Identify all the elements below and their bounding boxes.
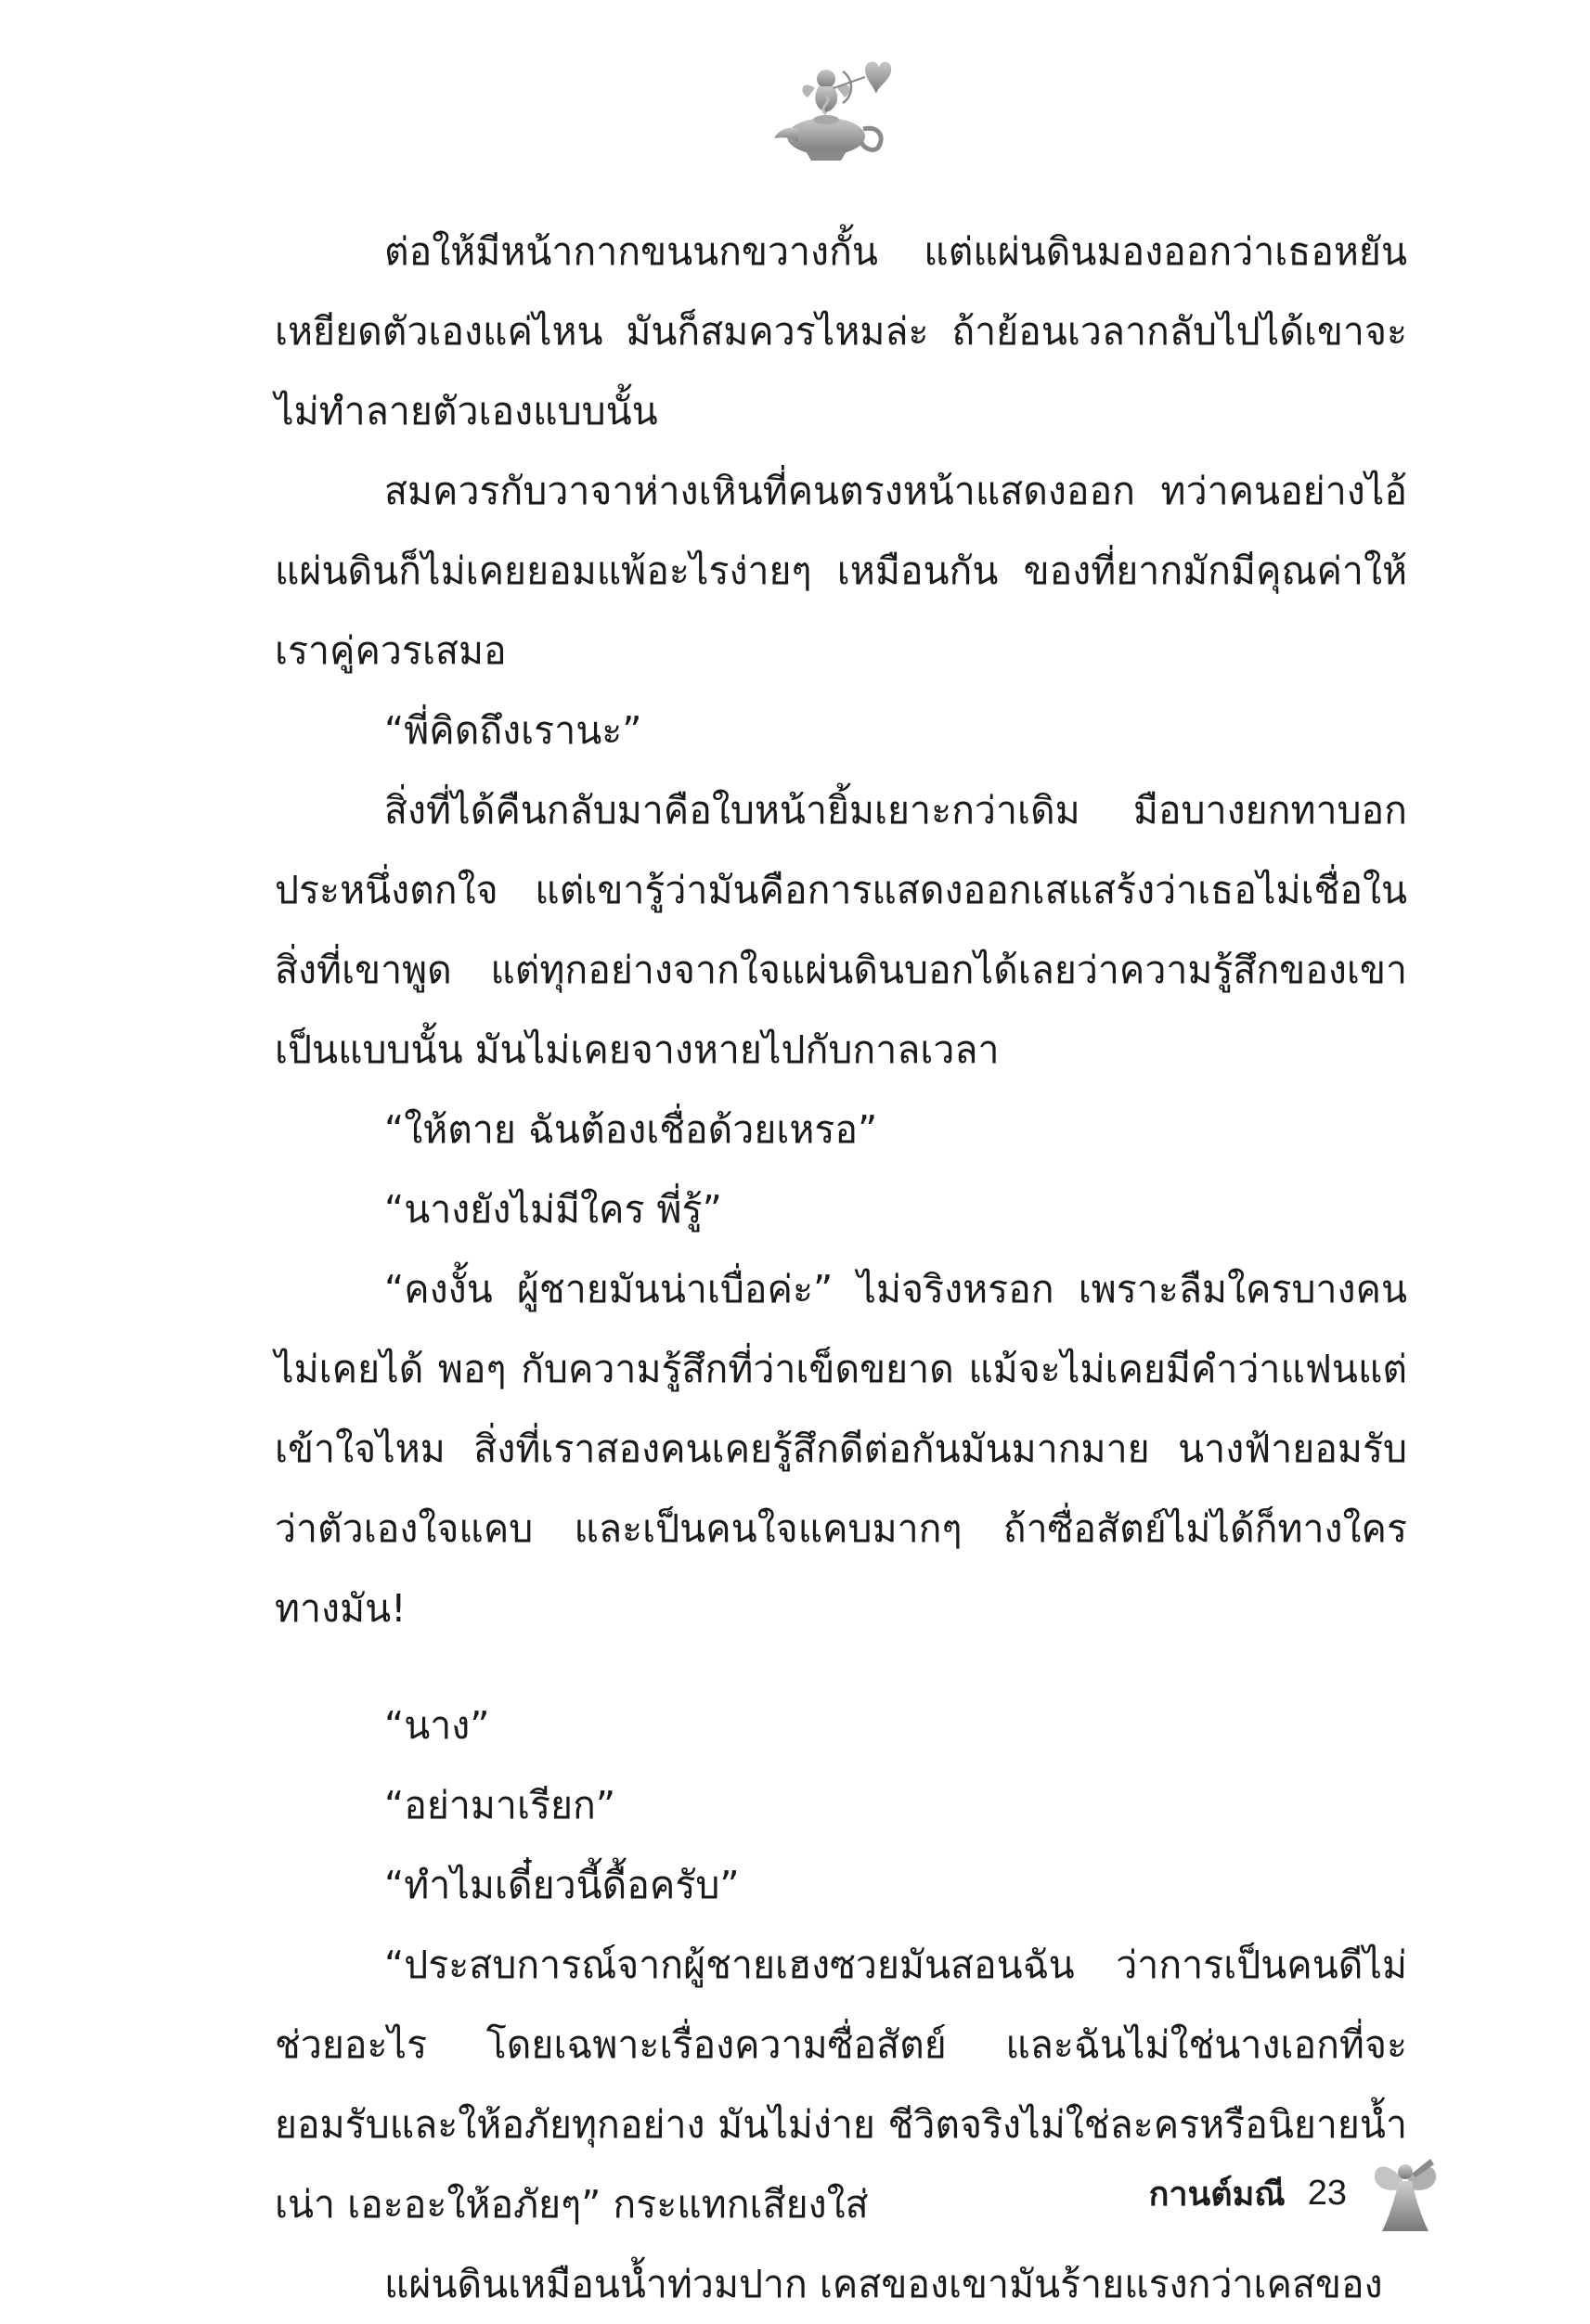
paragraph: แผ่นดินเหมือนน้ำท่วมปาก เคสของเขามันร้ายแรงกว่าเคสของ	[384, 2262, 1383, 2306]
page-footer	[1149, 2151, 1441, 2235]
paragraph: “คงงั้น ผู้ชายมันน่าเบื่อค่ะ” ไม่จริงหรอก เพราะลืมใครบางคนไม่เคยได้ พอๆ กับความรู้สึกที่ว่าเข็ดขยาด แม้จะไม่เคยมีคำว่าแฟนแต่เข้าใจไหม สิ่งที่เราสองคนเคยรู้สึกดีต่อกันมันมากมาย นางฟ้ายอมรับว่าตัวเองใจแคบ และเป็นคนใจแคบมากๆ ถ้าซื่อสัตย์ไม่ได้ก็ทางใครทางมัน!	[275, 1267, 1407, 1631]
cupid-teapot-icon	[761, 51, 900, 172]
body-text	[275, 212, 1407, 2324]
angel-icon	[1369, 2151, 1441, 2235]
paragraph: “ประสบการณ์จากผู้ชายเฮงซวยมันสอนฉัน ว่าการเป็นคนดีไม่ช่วยอะไร โดยเฉพาะเรื่องความซื่อสัตย์ และฉันไม่ใช่นางเอกที่จะยอมรับและให้อภัยทุกอย่าง มันไม่ง่าย ชีวิตจริงไม่ใช่ละครหรือนิยายน้ำเน่า เอะอะให้อภัยๆ” กระแทกเสียงใส่	[275, 1943, 1407, 2227]
dialogue-line: “ทำไมเดี๋ยวนี้ดื้อครับ”	[384, 1863, 740, 1907]
page-number: 23	[1307, 2173, 1347, 2213]
dialogue-line: “นางยังไม่มีใคร พี่รู้”	[384, 1187, 722, 1232]
paragraph: ต่อให้มีหน้ากากขนนกขวางกั้น แต่แผ่นดินมองออกว่าเธอหยันเหยียดตัวเองแค่ไหน มันก็สมควรไหมล่ะ ถ้าย้อนเวลากลับไปได้เขาจะไม่ทำลายตัวเองแบบนั้น	[275, 229, 1407, 433]
paragraph: สมควรกับวาจาห่างเหินที่คนตรงหน้าแสดงออก ทว่าคนอย่างไอ้แผ่นดินก็ไม่เคยยอมแพ้อะไรง่ายๆ เหมือนกัน ของที่ยากมักมีคุณค่าให้เราคู่ควรเสมอ	[275, 469, 1407, 673]
dialogue-line: “นาง”	[384, 1703, 490, 1748]
dialogue-line: “อย่ามาเรียก”	[384, 1783, 616, 1827]
dialogue-line: “ให้ตาย ฉันต้องเชื่อด้วยเหรอ”	[384, 1107, 878, 1152]
dialogue-line: “พี่คิดถึงเรานะ”	[384, 708, 642, 753]
author-name: กานต์มณี	[1148, 2175, 1286, 2214]
paragraph: สิ่งที่ได้คืนกลับมาคือใบหน้ายิ้มเยาะกว่าเดิม มือบางยกทาบอกประหนึ่งตกใจ แต่เขารู้ว่ามันคือการแสดงออกเสแสร้งว่าเธอไม่เชื่อในสิ่งที่เขาพูด แต่ทุกอย่างจากใจแผ่นดินบอกได้เลยว่าความรู้สึกของเขาเป็นแบบนั้น มันไม่เคยจางหายไปกับกาลเวลา	[275, 788, 1407, 1072]
